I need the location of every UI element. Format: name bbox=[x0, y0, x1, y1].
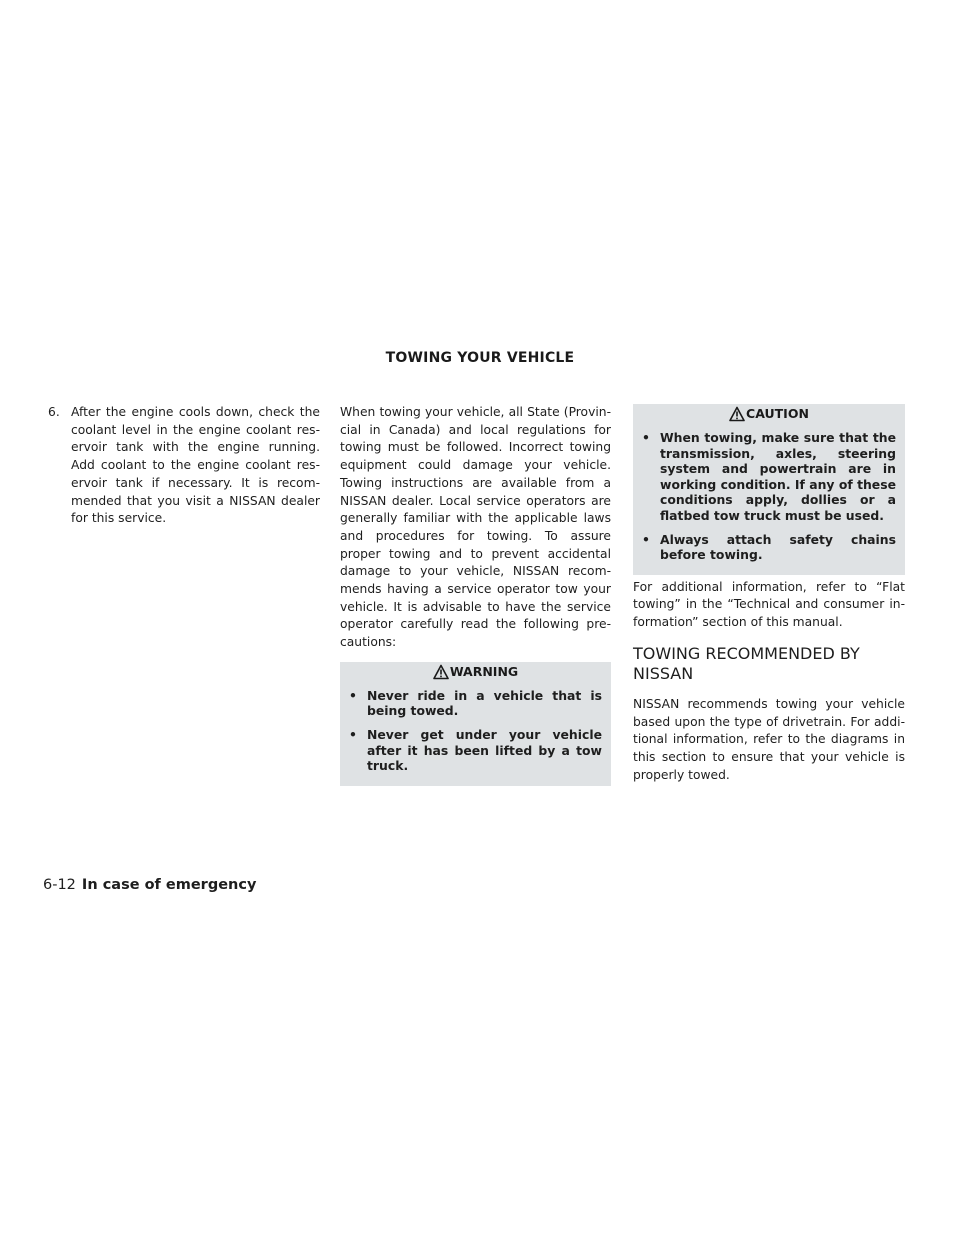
page-number: 6-12 bbox=[43, 877, 76, 893]
caution-item bbox=[642, 532, 896, 563]
warning-label: WARNING bbox=[449, 663, 519, 679]
section-title: TOWING YOUR VEHICLE bbox=[385, 350, 575, 366]
bullet: • bbox=[349, 687, 357, 703]
step-number: 6. bbox=[48, 405, 60, 419]
warning-header bbox=[340, 662, 611, 682]
warning-item bbox=[349, 688, 602, 719]
warning-icon bbox=[729, 406, 745, 422]
step-6 bbox=[48, 404, 320, 528]
caution-item-text: When towing, make sure that the transmission, axles, steering system and powertrain are in working condition. If any of these conditions apply, dollies or a flatbed tow truck must be used. bbox=[660, 430, 896, 523]
recommended-text: NISSAN recommends towing your vehicle based upon the type of drivetrain. For additional information, refer to the diagrams in this section to ensure that your vehicle is properly towed. bbox=[633, 696, 905, 782]
warning-icon bbox=[433, 664, 449, 680]
caution-label: CAUTION bbox=[746, 406, 809, 422]
warning-item bbox=[349, 727, 602, 774]
additional-info: For additional information, refer to “Flat towing” in the “Technical and consumer information” section of this manual. bbox=[633, 579, 905, 630]
warning-box bbox=[340, 662, 611, 786]
caution-header bbox=[633, 404, 905, 424]
recommended-heading: TOWING RECOMMENDED BY NISSAN bbox=[633, 643, 860, 683]
towing-intro: When towing your vehicle, all State (Provincial in Canada) and local regulations for towing must be followed. Incorrect towing equipment could damage your vehicle. Towing instructions are available from a NISSAN dealer. Local service operators are generally familiar with the applicable laws and procedures for towing. To assure proper towing and to prevent accidental damage to your vehicle, NISSAN recommends having a service operator tow your vehicle. It is advisable to have the service operator carefully read the following precautions: bbox=[340, 405, 611, 650]
caution-item-text: Always attach safety chains before towing. bbox=[660, 531, 896, 563]
step-text: After the engine cools down, check the coolant level in the engine coolant reservoir tank with the engine running. Add coolant to the engine coolant reservoir tank if necessary. It is recommended that you visit a NISSAN dealer for this service. bbox=[71, 405, 320, 526]
page-footer bbox=[43, 877, 256, 893]
column-3 bbox=[633, 404, 905, 784]
warning-item-text: Never ride in a vehicle that is being towed. bbox=[367, 687, 602, 719]
caution-item bbox=[642, 430, 896, 524]
chapter-label: In case of emergency bbox=[81, 877, 257, 893]
bullet: • bbox=[642, 531, 650, 547]
bullet: • bbox=[349, 727, 357, 743]
column-1 bbox=[48, 404, 320, 528]
column-2 bbox=[340, 404, 611, 786]
bullet: • bbox=[642, 430, 650, 445]
warning-item-text: Never get under your vehicle after it has been lifted by a tow truck. bbox=[367, 727, 602, 774]
caution-box bbox=[633, 404, 905, 575]
